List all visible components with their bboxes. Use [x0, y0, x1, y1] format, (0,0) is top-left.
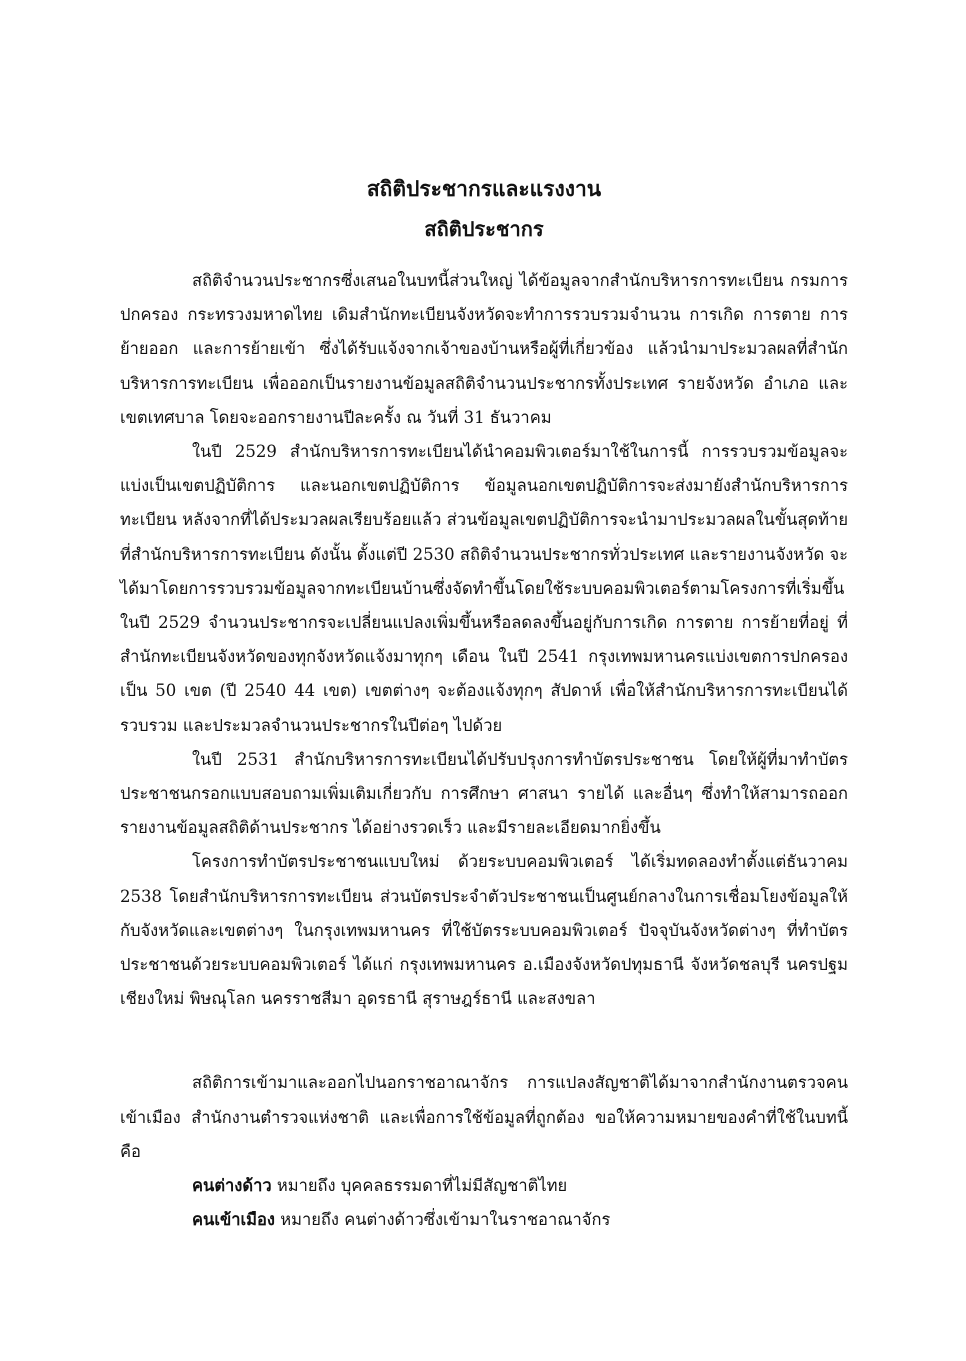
paragraph-computerization-2529: ในปี 2529 สำนักบริหารการทะเบียนได้นำคอมพิวเตอร์มาใช้ในการนี้ การรวบรวมข้อมูลจะแบ่งเป็นเขตปฏิบัติการ และนอกเขตปฏิบัติการ ข้อมูลนอกเขตปฏิบัติการจะส่งมายังสำนักบริหารการทะเบียน หลังจากที่ได้ประมวลผลเรียบร้อยแล้ว ส่วนข้อมูลเขตปฏิบัติการจะนำมาประมวลผลในขั้นสุดท้ายที่สำนักบริหารการทะเบียน ดังนั้น ตั้งแต่ปี 2530 สถิติจำนวนประชากรทั่วประเทศ และรายงานจังหวัด จะได้มาโดยการรวบรวมข้อมูลจากทะเบียนบ้านซึ่งจัดทำขึ้นโดยใช้ระบบคอมพิวเตอร์ตามโครงการที่เริ่มขึ้นในปี 2529 จำนวนประชากรจะเปลี่ยนแปลงเพิ่มขึ้นหรือลดลงขึ้นอยู่กับการเกิด การตาย การย้ายที่อยู่ ที่สำนักทะเบียนจังหวัดของทุกจังหวัดแจ้งมาทุกๆ เดือน ในปี 2541 กรุงเทพมหานครแบ่งเขตการปกครองเป็น 50 เขต (ปี 2540 44 เขต) เขตต่างๆ จะต้องแจ้งทุกๆ สัปดาห์ เพื่อให้สำนักบริหารการทะเบียนได้รวบรวม และประมวลจำนวนประชากรในปีต่อๆ ไปด้วย	[120, 442, 848, 735]
paragraph-id-card-2531: ในปี 2531 สำนักบริหารการทะเบียนได้ปรับปรุงการทำบัตรประชาชน โดยให้ผู้ที่มาทำบัตรประชาชนกรอกแบบสอบถามเพิ่มเติมเกี่ยวกับ การศึกษา ศาสนา รายได้ และอื่นๆ ซึ่งทำให้สามารถออกรายงานข้อมูลสถิติด้านประชากร ได้อย่างรวดเร็ว และมีรายละเอียดมากยิ่งขึ้น	[120, 749, 848, 838]
paragraph-population-source: สถิติจำนวนประชากรซึ่งเสนอในบทนี้ส่วนใหญ่ ได้ข้อมูลจากสำนักบริหารการทะเบียน กรมการปกครอง กระทรวงมหาดไทย เดิมสำนักทะเบียนจังหวัดจะทำการรวบรวมจำนวน การเกิด การตาย การย้ายออก และการย้ายเข้า ซึ่งได้รับแจ้งจากเจ้าของบ้านหรือผู้ที่เกี่ยวข้อง แล้วนำมาประมวลผลที่สำนักบริหารการทะเบียน เพื่อออกเป็นรายงานข้อมูลสถิติจำนวนประชากรทั้งประเทศ รายจังหวัด อำเภอ และเขตเทศบาล โดยจะออกรายงานปีละครั้ง ณ วันที่ 31 ธันวาคม	[120, 271, 848, 427]
document-subtitle: สถิติประชากร	[424, 217, 544, 241]
definition-term: คนต่างด้าว	[192, 1176, 272, 1196]
document-page	[120, 168, 848, 1237]
paragraph-immigration-statistics: สถิติการเข้ามาและออกไปนอกราชอาณาจักร การแปลงสัญชาติได้มาจากสำนักงานตรวจคนเข้าเมือง สำนักงานตำรวจแห่งชาติ และเพื่อการใช้ข้อมูลที่ถูกต้อง ขอให้ความหมายของคำที่ใช้ในบทนี้คือ	[120, 1073, 848, 1161]
document-title: สถิติประชากรและแรงงาน	[366, 176, 602, 201]
definition-alien	[120, 1169, 848, 1203]
section-spacer	[120, 1016, 848, 1066]
definition-term: คนเข้าเมือง	[192, 1210, 275, 1230]
definition-text: หมายถึง บุคคลธรรมดาที่ไม่มีสัญชาติไทย	[271, 1176, 568, 1196]
paragraph-new-id-card-project: โครงการทำบัตรประชาชนแบบใหม่ ด้วยระบบคอมพิวเตอร์ ได้เริ่มทดลองทำตั้งแต่ธันวาคม 2538 โดยสำนักบริหารการทะเบียน ส่วนบัตรประจำตัวประชาชนเป็นศูนย์กลางในการเชื่อมโยงข้อมูลให้กับจังหวัดและเขตต่างๆ ในกรุงเทพมหานคร ที่ใช้บัตรระบบคอมพิวเตอร์ ปัจจุบันจังหวัดต่างๆ ที่ทำบัตรประชาชนด้วยระบบคอมพิวเตอร์ ได้แก่ กรุงเทพมหานคร อ.เมืองจังหวัดปทุมธานี จังหวัดชลบุรี นครปฐม เชียงใหม่ พิษณุโลก นครราชสีมา อุดรธานี สุราษฎร์ธานี และสงขลา	[120, 852, 848, 1009]
definition-immigrant	[120, 1203, 848, 1237]
definition-text: หมายถึง คนต่างด้าวซึ่งเข้ามาในราชอาณาจักร	[274, 1210, 611, 1230]
